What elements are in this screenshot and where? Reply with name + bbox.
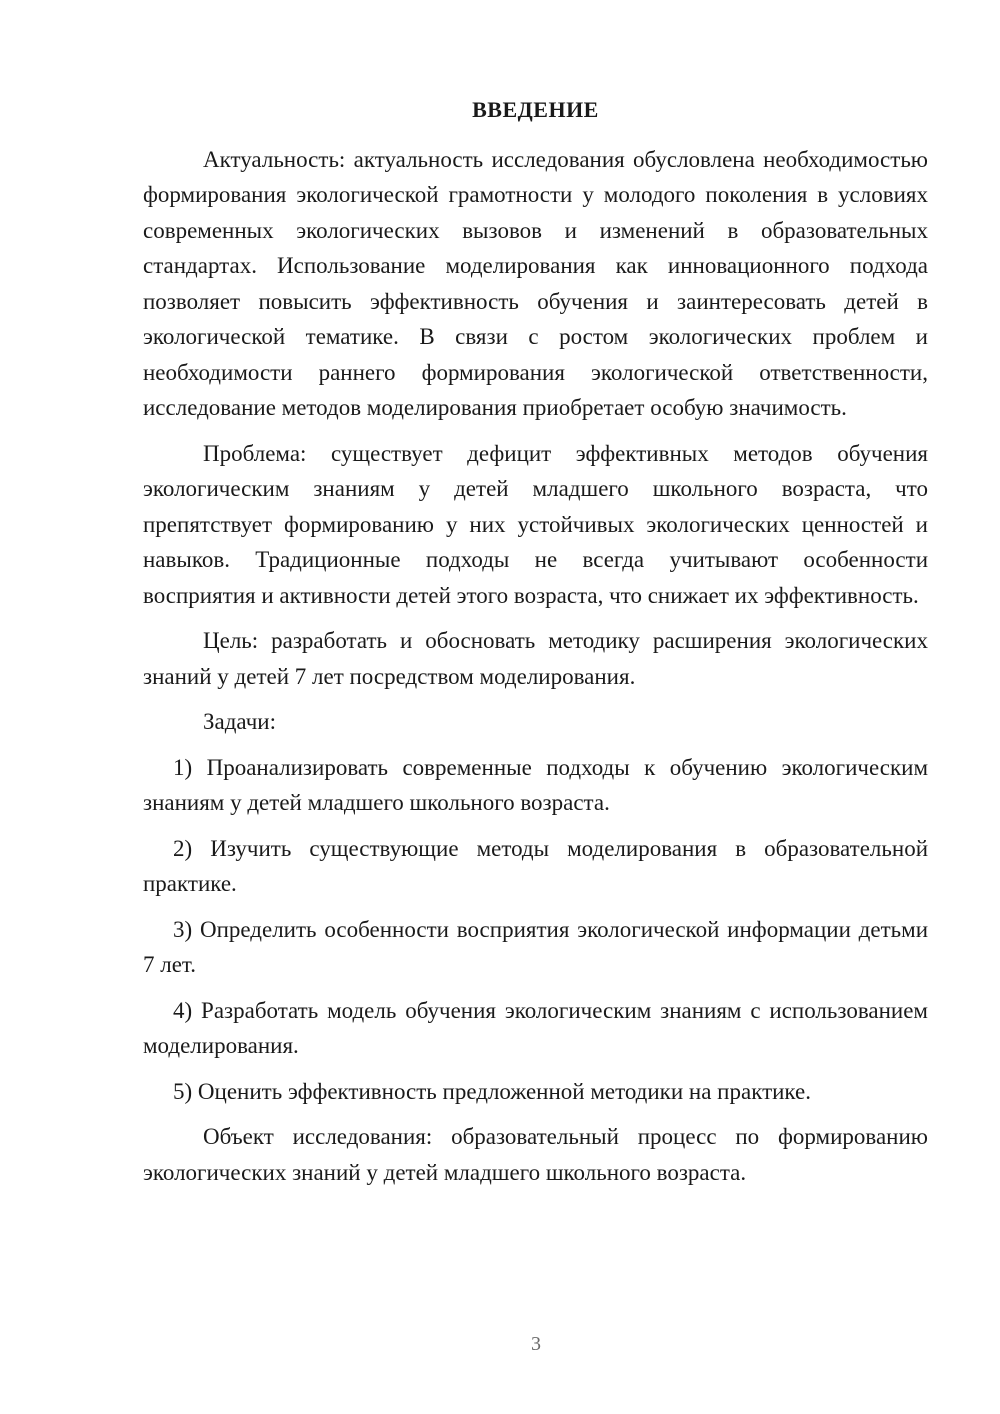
goal-paragraph: Цель: разработать и обосновать методику расширения экологических знаний у детей 7 лет посредством моделирования. <box>143 628 928 689</box>
task-item: 5) Оценить эффективность предложенной методики на практике. <box>173 1078 811 1104</box>
task-item: 3) Определить особенности восприятия экологической информации детьми 7 лет. <box>143 916 928 977</box>
relevance-paragraph: Актуальность: актуальность исследования обусловлена необходимостью формирования экологической грамотности у молодого поколения в условиях современных экологических вызовов и изменений в образовательных стандартах. Использование моделирования как инновационного подхода позволяет повысить эффективность обучения и заинтересовать детей в экологической тематике. В связи с ростом экологических проблем и необходимости раннего формирования экологической ответственности, исследование методов моделирования приобретает особую значимость. <box>143 146 928 420</box>
task-item: 4) Разработать модель обучения экологическим знаниям с использованием моделирования. <box>143 997 928 1058</box>
task-item: 1) Проанализировать современные подходы к обучению экологическим знаниям у детей младшего школьного возраста. <box>143 754 928 815</box>
page-number: 3 <box>531 1333 541 1355</box>
task-item: 2) Изучить существующие методы моделирования в образовательной практике. <box>143 835 928 896</box>
object-paragraph: Объект исследования: образовательный процесс по формированию экологических знаний у детей младшего школьного возраста. <box>143 1124 928 1185</box>
tasks-label: Задачи: <box>203 709 276 734</box>
page-content <box>143 92 928 1200</box>
problem-paragraph: Проблема: существует дефицит эффективных методов обучения экологическим знаниям у детей младшего школьного возраста, что препятствует формированию у них устойчивых экологических ценностей и навыков. Традиционные подходы не всегда учитывают особенности восприятия и активности детей этого возраста, что снижает их эффективность. <box>143 440 928 608</box>
section-heading: ВВЕДЕНИЕ <box>472 97 599 122</box>
